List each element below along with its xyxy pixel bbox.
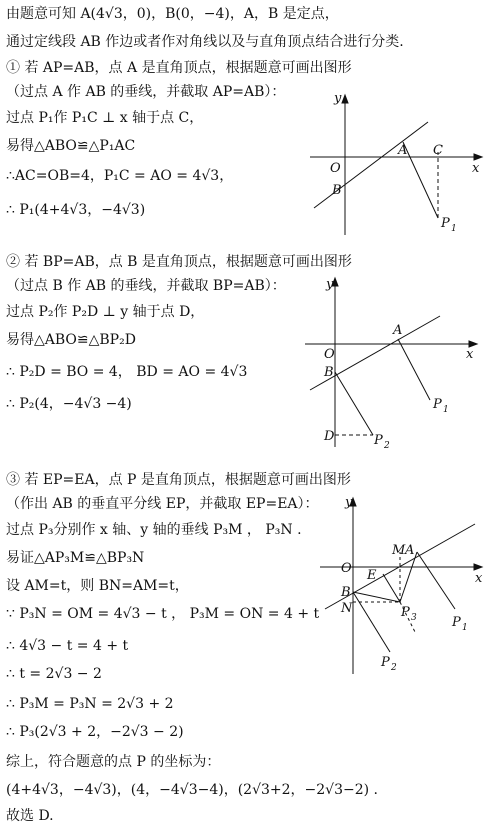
segment-ep3 xyxy=(383,574,400,602)
figure-case1 xyxy=(300,90,490,240)
segment-bp2 xyxy=(353,592,390,652)
segment-ap1 xyxy=(398,339,430,400)
fig2-b-label: B xyxy=(324,365,334,380)
intro-line-1: 由题意可知 A(4√3，0)，B(0，−4)，A，B 是定点， xyxy=(6,6,339,22)
fig3-p1-sub: 1 xyxy=(462,623,468,633)
case1-line-2: （过点 A 作 AB 的垂线，并截取 AP=AB）： xyxy=(6,84,286,100)
x-axis-arrow xyxy=(474,564,482,570)
fig2-d-label: D xyxy=(324,429,335,444)
fig2-p2-sub: 2 xyxy=(384,441,390,451)
case1-line-4: 易得△ABO≌△P₁AC xyxy=(6,138,136,154)
fig1-y-label: y xyxy=(334,91,342,106)
fig3-e-label: E xyxy=(367,568,377,583)
fig1-x-label: x xyxy=(472,161,480,176)
segment-ap3 xyxy=(400,552,417,602)
case2-line-1: ② 若 BP=AB，点 B 是直角顶点，根据题意可画出图形 xyxy=(6,254,352,270)
case2-line-6: ∴ P₂(4，−4√3 −4) xyxy=(6,396,132,412)
fig1-c-label: C xyxy=(433,143,443,158)
fig1-b-label: B xyxy=(332,183,342,198)
case1-line-3: 过点 P₁作 P₁C ⊥ x 轴于点 C， xyxy=(6,110,204,126)
x-axis-arrow xyxy=(474,154,482,160)
fig2-p2-label: P xyxy=(374,433,383,448)
summary-line-3: 故选 D. xyxy=(6,808,54,824)
figure-case2 xyxy=(300,272,490,452)
fig3-x-label: x xyxy=(475,571,483,586)
fig3-p2-sub: 2 xyxy=(391,663,397,673)
fig3-b-label: B xyxy=(341,585,351,600)
case1-line-1: ① 若 AP=AB，点 A 是直角顶点，根据题意可画出图形 xyxy=(6,60,352,76)
case3-line-3: 过点 P₃分别作 x 轴、y 轴的垂线 P₃M ， P₃N . xyxy=(6,522,302,538)
fig3-p3-sub: 3 xyxy=(411,613,417,623)
case3-line-9: ∴ P₃M = P₃N = 2√3 + 2 xyxy=(6,696,174,712)
fig1-p-label: P xyxy=(441,216,450,231)
case3-line-2: （作出 AB 的垂直平分线 EP，并截取 EP=EA）： xyxy=(6,496,319,512)
fig2-y-label: y xyxy=(326,277,334,292)
fig1-p-sub: 1 xyxy=(451,224,457,234)
fig1-o-label: O xyxy=(330,161,341,176)
segment-ap1 xyxy=(417,552,455,609)
fig3-m-label: M xyxy=(392,543,406,558)
fig3-a-label: A xyxy=(405,543,415,558)
case3-line-5: 设 AM=t，则 BN=AM=t， xyxy=(6,578,189,594)
case3-line-6: ∵ P₃N = OM = 4√3 − t ， P₃M = ON = 4 + t xyxy=(6,606,320,622)
fig3-n-label: N xyxy=(341,601,353,616)
fig2-o-label: O xyxy=(324,347,335,362)
segment-bp2 xyxy=(335,372,373,435)
fig2-p1-label: P xyxy=(433,397,442,412)
fig3-p1-label: P xyxy=(452,615,461,630)
figure-case3 xyxy=(315,492,492,682)
case2-line-5: ∴ P₂D = BO = 4， BD = AO = 4√3 xyxy=(6,364,248,380)
case3-line-7: ∴ 4√3 − t = 4 + t xyxy=(6,638,129,654)
fig3-o-label: O xyxy=(341,561,352,576)
summary-line-1: 综上，符合题意的点 P 的坐标为： xyxy=(6,754,221,770)
fig2-a-label: A xyxy=(393,323,403,338)
y-axis-arrow xyxy=(342,95,348,103)
fig2-p1-sub: 1 xyxy=(443,405,449,415)
intro-line-2: 通过定线段 AB 作边或者作对角线以及与直角顶点结合进行分类. xyxy=(6,34,404,50)
fig3-p2-label: P xyxy=(381,655,390,670)
case3-line-8: ∴ t = 2√3 − 2 xyxy=(6,666,102,682)
case3-line-4: 易证△AP₃M≌△BP₃N xyxy=(6,550,145,566)
case1-line-6: ∴ P₁(4+4√3，−4√3) xyxy=(6,202,146,218)
fig3-p3-label: P xyxy=(401,605,410,620)
segment-bp3 xyxy=(353,592,400,602)
fig1-a-label: A xyxy=(398,143,408,158)
case1-line-5: ∴AC=OB=4，P₁C = AO = 4√3， xyxy=(6,168,234,184)
case2-line-4: 易得△ABO≌△BP₂D xyxy=(6,332,136,348)
case2-line-3: 过点 P₂作 P₂D ⊥ y 轴于点 D， xyxy=(6,304,205,320)
summary-line-2: (4+4√3，−4√3)，(4，−4√3−4)，(2√3+2，−2√3−2) . xyxy=(6,782,378,798)
case3-line-10: ∴ P₃(2√3 + 2，−2√3 − 2) xyxy=(6,724,184,740)
case2-line-2: （过点 B 作 AB 的垂线，并截取 BP=AB）： xyxy=(6,278,286,294)
fig2-x-label: x xyxy=(466,347,474,362)
case3-line-1: ③ 若 EP=EA，点 P 是直角顶点，根据题意可画出图形 xyxy=(6,472,351,488)
fig3-y-label: y xyxy=(345,495,353,510)
